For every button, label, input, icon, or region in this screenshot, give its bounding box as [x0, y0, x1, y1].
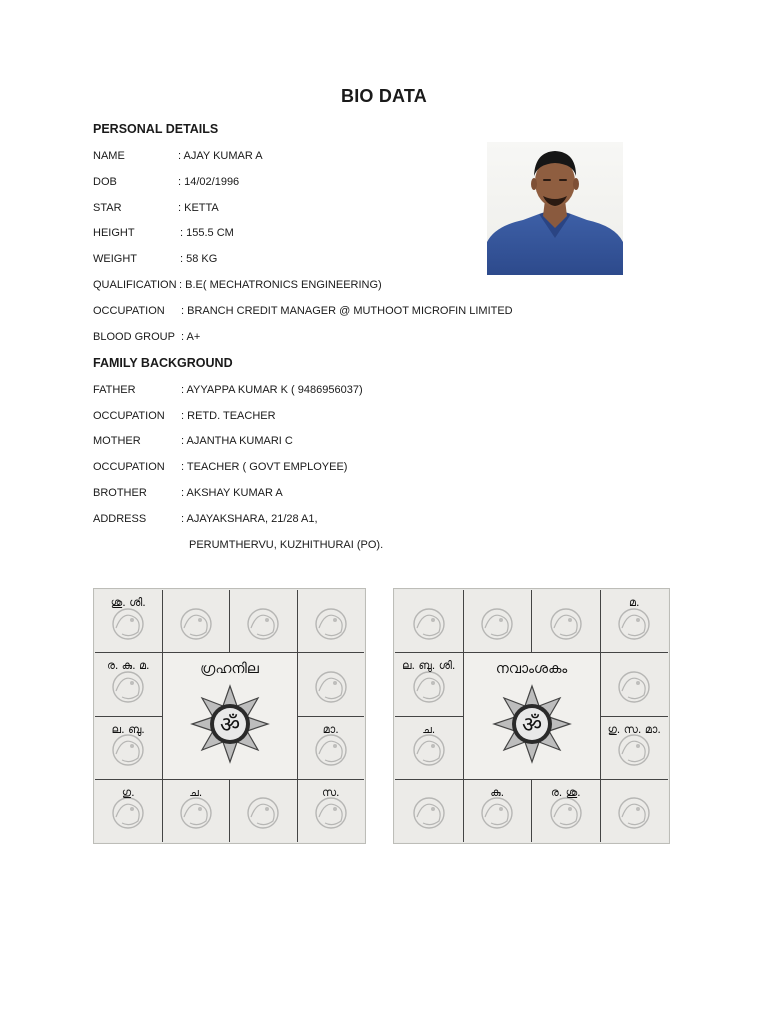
chart-house-cell: [298, 780, 365, 842]
chart-house-cell: [601, 590, 669, 652]
personal-row-occupation: [93, 305, 513, 317]
chart-house-cell: [298, 590, 365, 652]
field-value: : TEACHER ( GOVT EMPLOYEE): [181, 461, 347, 473]
field-value: : AKSHAY KUMAR A: [181, 487, 283, 499]
chart-house-cell: [298, 717, 365, 779]
planet-positions: മ.: [629, 596, 640, 609]
chart-house-cell: [395, 653, 463, 715]
om-star-emblem-icon: [492, 684, 572, 764]
chart-house-cell: [395, 590, 463, 652]
field-value: : AJAY KUMAR A: [178, 150, 263, 162]
chart-house-cell: [395, 717, 463, 779]
field-value: : AYYAPPA KUMAR K ( 9486956037): [181, 384, 363, 396]
zodiac-sign-icon: [108, 669, 148, 705]
zodiac-sign-icon: [546, 795, 586, 831]
planet-positions: ര. ശു.: [550, 785, 581, 799]
chart-house-cell: [95, 780, 162, 842]
field-label: HEIGHT: [93, 227, 135, 239]
zodiac-sign-icon: [176, 606, 216, 642]
field-label: MOTHER: [93, 435, 141, 447]
zodiac-sign-icon: [243, 795, 283, 831]
zodiac-sign-icon: [108, 606, 148, 642]
address-line-2: PERUMTHERVU, KUZHITHURAI (PO).: [189, 539, 384, 551]
chart-house-cell: [230, 590, 297, 652]
zodiac-sign-icon: [108, 795, 148, 831]
field-value: : AJAYAKSHARA, 21/28 A1,: [181, 513, 318, 525]
zodiac-sign-icon: [409, 795, 449, 831]
zodiac-sign-icon: [243, 606, 283, 642]
field-label: ADDRESS: [93, 513, 147, 525]
zodiac-sign-icon: [477, 606, 517, 642]
planet-positions: ച.: [189, 785, 203, 799]
zodiac-sign-icon: [614, 795, 654, 831]
personal-row-name: [93, 150, 263, 162]
zodiac-sign-icon: [546, 606, 586, 642]
planet-positions: ശു. ശി.: [110, 596, 146, 609]
zodiac-sign-icon: [614, 606, 654, 642]
chart-house-cell: [230, 780, 297, 842]
chart-house-cell: [601, 780, 669, 842]
chart-house-cell: [464, 780, 532, 842]
chart-house-cell: [95, 590, 162, 652]
planet-positions: ര. കു. മ.: [106, 659, 150, 673]
personal-details-heading: PERSONAL DETAILS: [93, 122, 219, 136]
family-background-heading: FAMILY BACKGROUND: [93, 356, 233, 370]
family-row-father: [93, 384, 363, 396]
chart-house-cell: [532, 590, 600, 652]
chart-house-cell: [601, 717, 669, 779]
field-value: : 155.5 CM: [180, 227, 234, 239]
field-value: : B.E( MECHATRONICS ENGINEERING): [179, 279, 382, 291]
personal-row-dob: [93, 176, 240, 188]
family-row-mother: [93, 435, 293, 447]
personal-row-height: [93, 227, 234, 239]
planet-positions: മാ.: [322, 722, 339, 736]
field-value: : AJANTHA KUMARI C: [181, 435, 293, 447]
zodiac-sign-icon: [409, 669, 449, 705]
zodiac-sign-icon: [409, 606, 449, 642]
planet-positions: ല. ബു.: [111, 722, 145, 736]
navamsa-chart: [393, 588, 670, 844]
field-label: NAME: [93, 150, 125, 162]
chart-house-cell: [95, 653, 162, 715]
field-label: OCCUPATION: [93, 410, 165, 422]
page-title: BIO DATA: [341, 86, 427, 106]
field-value: : RETD. TEACHER: [181, 410, 276, 422]
zodiac-sign-icon: [311, 606, 351, 642]
field-label: OCCUPATION: [93, 461, 165, 473]
family-row-mother-occupation: [93, 461, 348, 473]
planet-positions: ഗു.: [121, 785, 135, 799]
field-value: : BRANCH CREDIT MANAGER @ MUTHOOT MICROFIN LIMITED: [181, 305, 513, 317]
chart-center: [163, 653, 297, 779]
chart-house-cell: [163, 590, 230, 652]
zodiac-sign-icon: [108, 732, 148, 768]
personal-row-star: [93, 202, 219, 214]
field-value: : KETTA: [178, 202, 219, 214]
zodiac-sign-icon: [311, 795, 351, 831]
portrait-photo: [487, 142, 623, 275]
family-row-father-occupation: [93, 410, 276, 422]
field-value: : A+: [181, 331, 200, 343]
planet-positions: ച.: [422, 722, 436, 736]
field-label: DOB: [93, 176, 117, 188]
field-label: WEIGHT: [93, 253, 137, 265]
field-value: : 58 KG: [180, 253, 217, 265]
family-row-address: [93, 513, 318, 525]
chart-house-cell: [298, 653, 365, 715]
planet-positions: കു.: [490, 785, 505, 799]
chart-house-cell: [95, 717, 162, 779]
chart-title: നവാംശകം: [495, 661, 568, 678]
field-label: BLOOD GROUP: [93, 331, 175, 343]
planet-positions: ഗു. സ. മാ.: [607, 722, 661, 736]
field-label: BROTHER: [93, 487, 147, 499]
chart-house-cell: [163, 780, 230, 842]
zodiac-sign-icon: [311, 669, 351, 705]
chart-house-cell: [532, 780, 600, 842]
planet-positions: സ.: [321, 785, 340, 799]
chart-house-cell: [395, 780, 463, 842]
personal-row-qualification: [93, 279, 382, 291]
field-label: QUALIFICATION: [93, 279, 177, 291]
zodiac-sign-icon: [477, 795, 517, 831]
planet-positions: ല. ബു. ശി.: [402, 659, 456, 673]
chart-house-cell: [464, 590, 532, 652]
zodiac-sign-icon: [311, 732, 351, 768]
zodiac-sign-icon: [409, 732, 449, 768]
personal-row-blood-group: [93, 331, 201, 343]
om-star-emblem-icon: [190, 684, 270, 764]
field-label: OCCUPATION: [93, 305, 165, 317]
zodiac-sign-icon: [614, 732, 654, 768]
chart-center: [464, 653, 600, 779]
family-row-brother: [93, 487, 283, 499]
zodiac-sign-icon: [176, 795, 216, 831]
field-label: FATHER: [93, 384, 136, 396]
field-label: STAR: [93, 202, 122, 214]
rasi-chart: [93, 588, 366, 844]
chart-title: ഗ്രഹനില: [200, 661, 259, 678]
chart-house-cell: [601, 653, 669, 715]
zodiac-sign-icon: [614, 669, 654, 705]
person-silhouette-icon: [487, 142, 623, 275]
field-value: : 14/02/1996: [178, 176, 239, 188]
personal-row-weight: [93, 253, 218, 265]
